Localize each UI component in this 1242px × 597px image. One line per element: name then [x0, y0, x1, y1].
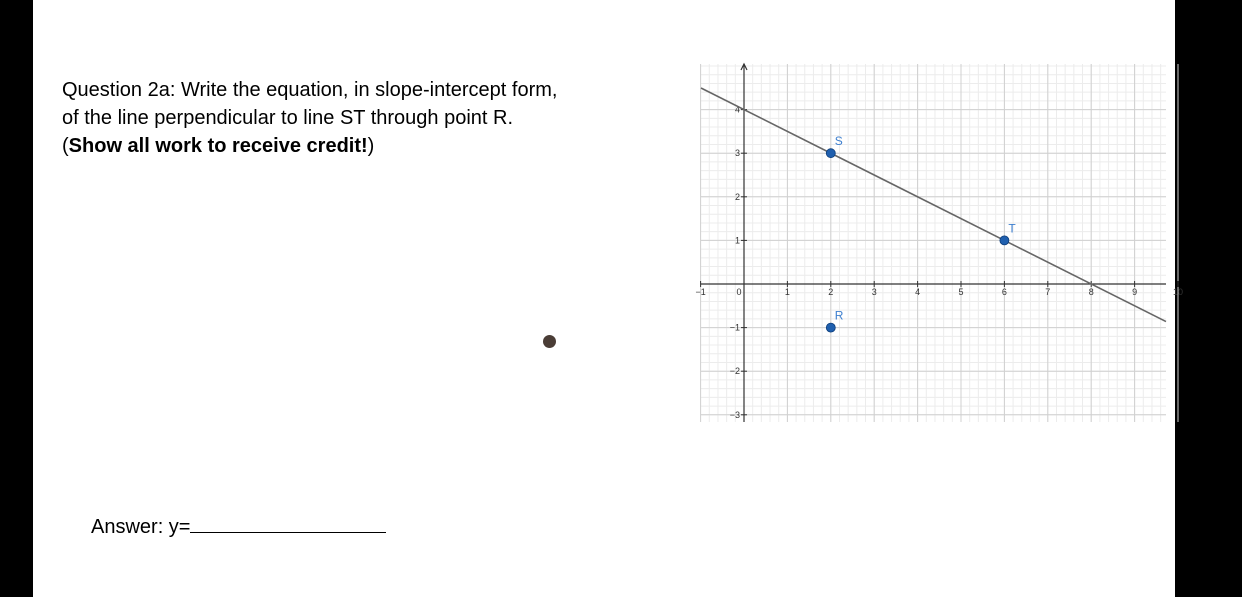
- y-tick-label: 3: [734, 148, 740, 159]
- y-tick-label: −1: [729, 322, 740, 333]
- paren-open: (: [62, 135, 69, 157]
- graph-svg: [669, 60, 1184, 425]
- y-tick-label: −3: [729, 409, 740, 420]
- y-tick-label: 4: [734, 104, 740, 115]
- slide: [33, 0, 1184, 597]
- answer-blank[interactable]: [190, 512, 386, 533]
- question-text: [62, 76, 662, 160]
- line-st: [701, 88, 1166, 322]
- x-tick-label: 3: [871, 287, 877, 297]
- paren-close: ): [367, 135, 375, 157]
- question-line-2: of the line perpendicular to line ST through point R.: [62, 107, 514, 129]
- bullet-dot: [543, 335, 556, 348]
- answer-row: [91, 512, 386, 539]
- y-tick-label: 1: [734, 235, 740, 246]
- point-label-r: R: [834, 308, 844, 323]
- credit-instruction: Show all work to receive credit!: [68, 135, 368, 157]
- x-tick-label: 6: [1001, 287, 1007, 297]
- point-t: [1000, 236, 1009, 245]
- x-tick-label: 0: [736, 287, 742, 297]
- x-tick-label: 9: [1132, 287, 1138, 297]
- question-line-1: Question 2a: Write the equation, in slope-intercept form,: [62, 79, 558, 101]
- question-line-3: [62, 132, 662, 160]
- x-tick-label: 4: [915, 287, 921, 297]
- x-tick-label: 1: [784, 287, 790, 297]
- x-tick-label: 2: [828, 287, 834, 297]
- point-s: [826, 149, 835, 158]
- answer-label: Answer: y=: [91, 516, 191, 538]
- point-label-t: T: [1008, 221, 1016, 236]
- x-tick-label: 8: [1088, 287, 1094, 297]
- x-tick-label: 5: [958, 287, 964, 297]
- x-tick-label: 10: [1172, 287, 1184, 297]
- x-tick-label: 7: [1045, 287, 1051, 297]
- y-tick-label: 2: [734, 191, 740, 202]
- point-label-s: S: [834, 134, 843, 149]
- x-tick-label: −1: [695, 287, 706, 297]
- point-r: [826, 323, 835, 332]
- y-tick-label: −2: [729, 366, 740, 377]
- coordinate-graph: [669, 60, 1184, 425]
